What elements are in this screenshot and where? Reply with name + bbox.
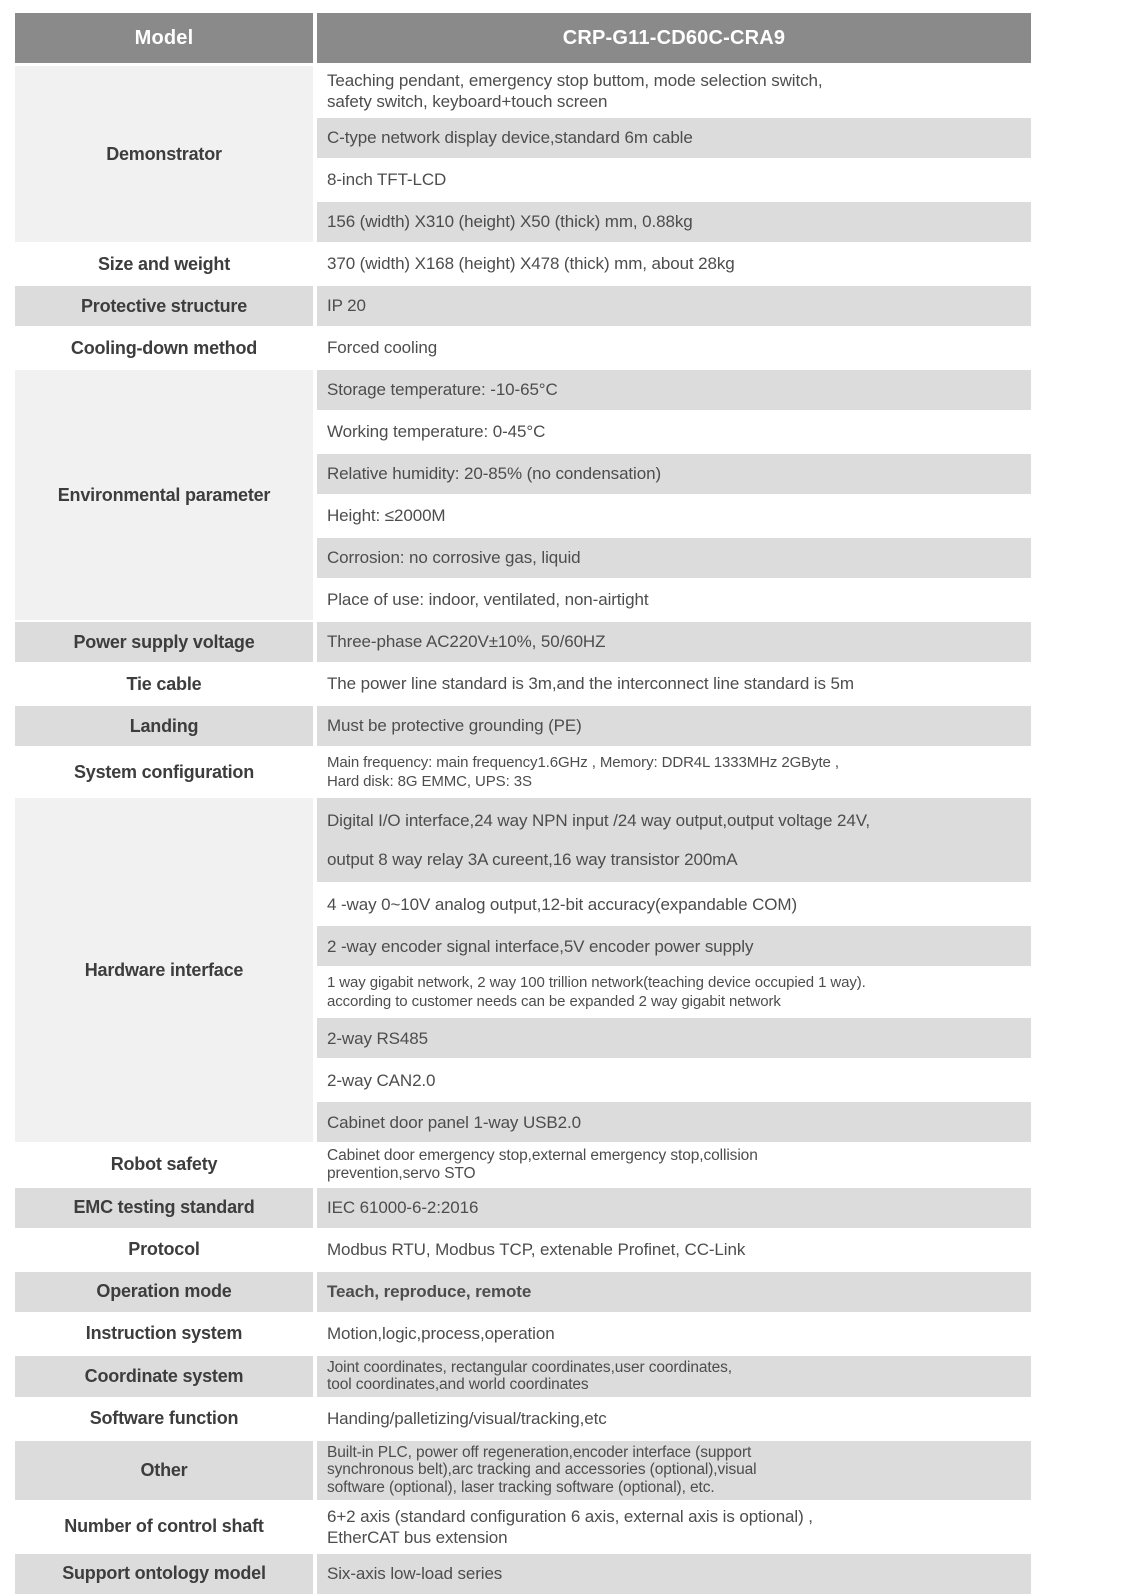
spec-value: IP 20: [315, 285, 1031, 327]
spec-value: 8-inch TFT-LCD: [315, 159, 1031, 201]
spec-value: Handing/palletizing/visual/tracking,etc: [315, 1398, 1031, 1440]
spec-value: Height: ≤2000M: [315, 495, 1031, 537]
table-row: [15, 65, 1031, 118]
spec-value: Corrosion: no corrosive gas, liquid: [315, 537, 1031, 579]
spec-value: 370 (width) X168 (height) X478 (thick) mm, about 28kg: [315, 243, 1031, 285]
table-row: [15, 1440, 1031, 1501]
spec-value: Modbus RTU, Modbus TCP, extenable Profinet, CC-Link: [315, 1229, 1031, 1271]
table-row: [15, 663, 1031, 705]
spec-value: 2-way CAN2.0: [315, 1059, 1031, 1101]
spec-label: Environmental parameter: [15, 369, 315, 621]
spec-label: Instruction system: [15, 1313, 315, 1355]
table-row: [15, 285, 1031, 327]
spec-value: 6+2 axis (standard configuration 6 axis, external axis is optional) , EtherCAT bus extension: [315, 1501, 1031, 1553]
spec-label: Power supply voltage: [15, 621, 315, 663]
table-row: [15, 369, 1031, 411]
table-row: [15, 1355, 1031, 1398]
spec-value: Digital I/O interface,24 way NPN input /24 way output,output voltage 24V, output 8 way relay 3A cureent,16 way transistor 200mA: [315, 797, 1031, 883]
spec-value: 2 -way encoder signal interface,5V encoder power supply: [315, 925, 1031, 967]
spec-label: EMC testing standard: [15, 1187, 315, 1229]
model-value-header: CRP-G11-CD60C-CRA9: [315, 13, 1031, 65]
spec-label: Software function: [15, 1398, 315, 1440]
spec-value: Cabinet door emergency stop,external emergency stop,collision prevention,servo STO: [315, 1143, 1031, 1186]
spec-label: Protective structure: [15, 285, 315, 327]
table-row: [15, 243, 1031, 285]
spec-label: Number of control shaft: [15, 1501, 315, 1553]
table-row: [15, 747, 1031, 797]
spec-value: Must be protective grounding (PE): [315, 705, 1031, 747]
spec-value: Working temperature: 0-45°C: [315, 411, 1031, 453]
spec-value: Place of use: indoor, ventilated, non-airtight: [315, 579, 1031, 621]
spec-label: Size and weight: [15, 243, 315, 285]
spec-value: Storage temperature: -10-65°C: [315, 369, 1031, 411]
table-row: [15, 1271, 1031, 1313]
spec-table-body: [15, 65, 1031, 1595]
spec-label: Support ontology model: [15, 1553, 315, 1595]
spec-value: Motion,logic,process,operation: [315, 1313, 1031, 1355]
spec-label: System configuration: [15, 747, 315, 797]
spec-value: Teach, reproduce, remote: [315, 1271, 1031, 1313]
table-row: [15, 1313, 1031, 1355]
table-row: [15, 1229, 1031, 1271]
spec-label: Landing: [15, 705, 315, 747]
table-row: [15, 797, 1031, 883]
spec-value: Three-phase AC220V±10%, 50/60HZ: [315, 621, 1031, 663]
spec-value: Forced cooling: [315, 327, 1031, 369]
spec-label: Protocol: [15, 1229, 315, 1271]
spec-value: C-type network display device,standard 6m cable: [315, 117, 1031, 159]
table-row: [15, 1501, 1031, 1553]
spec-value: 4 -way 0~10V analog output,12-bit accuracy(expandable COM): [315, 883, 1031, 925]
table-row: [15, 1553, 1031, 1595]
spec-value: Joint coordinates, rectangular coordinates,user coordinates, tool coordinates,and world coordinates: [315, 1355, 1031, 1398]
model-column-header: Model: [15, 13, 315, 65]
spec-value: The power line standard is 3m,and the interconnect line standard is 5m: [315, 663, 1031, 705]
spec-label: Operation mode: [15, 1271, 315, 1313]
spec-label: Tie cable: [15, 663, 315, 705]
header-row: [15, 13, 1031, 65]
table-row: [15, 1187, 1031, 1229]
table-row: [15, 327, 1031, 369]
spec-label: Cooling-down method: [15, 327, 315, 369]
table-row: [15, 705, 1031, 747]
spec-value: 2-way RS485: [315, 1017, 1031, 1059]
spec-label: Demonstrator: [15, 65, 315, 244]
table-row: [15, 621, 1031, 663]
spec-value: Main frequency: main frequency1.6GHz , Memory: DDR4L 1333MHz 2GByte , Hard disk: 8G EMMC, UPS: 3S: [315, 747, 1031, 797]
spec-value: Built-in PLC, power off regeneration,encoder interface (support synchronous belt),arc tracking and accessories (optional),visual software (optional), laser tracking software (optional), etc.: [315, 1440, 1031, 1501]
spec-value: 156 (width) X310 (height) X50 (thick) mm, 0.88kg: [315, 201, 1031, 243]
spec-label: Robot safety: [15, 1143, 315, 1186]
spec-value: Teaching pendant, emergency stop buttom, mode selection switch, safety switch, keyboard+touch screen: [315, 65, 1031, 118]
spec-value: Relative humidity: 20-85% (no condensation): [315, 453, 1031, 495]
table-row: [15, 1143, 1031, 1186]
spec-value: 1 way gigabit network, 2 way 100 trillion network(teaching device occupied 1 way). according to customer needs can be expanded 2 way gigabit network: [315, 967, 1031, 1017]
spec-value: Six-axis low-load series: [315, 1553, 1031, 1595]
table-row: [15, 1398, 1031, 1440]
spec-value: Cabinet door panel 1-way USB2.0: [315, 1101, 1031, 1143]
spec-value: IEC 61000-6-2:2016: [315, 1187, 1031, 1229]
spec-label: Coordinate system: [15, 1355, 315, 1398]
spec-label: Hardware interface: [15, 797, 315, 1143]
spec-label: Other: [15, 1440, 315, 1501]
spec-table: [15, 13, 1031, 1596]
